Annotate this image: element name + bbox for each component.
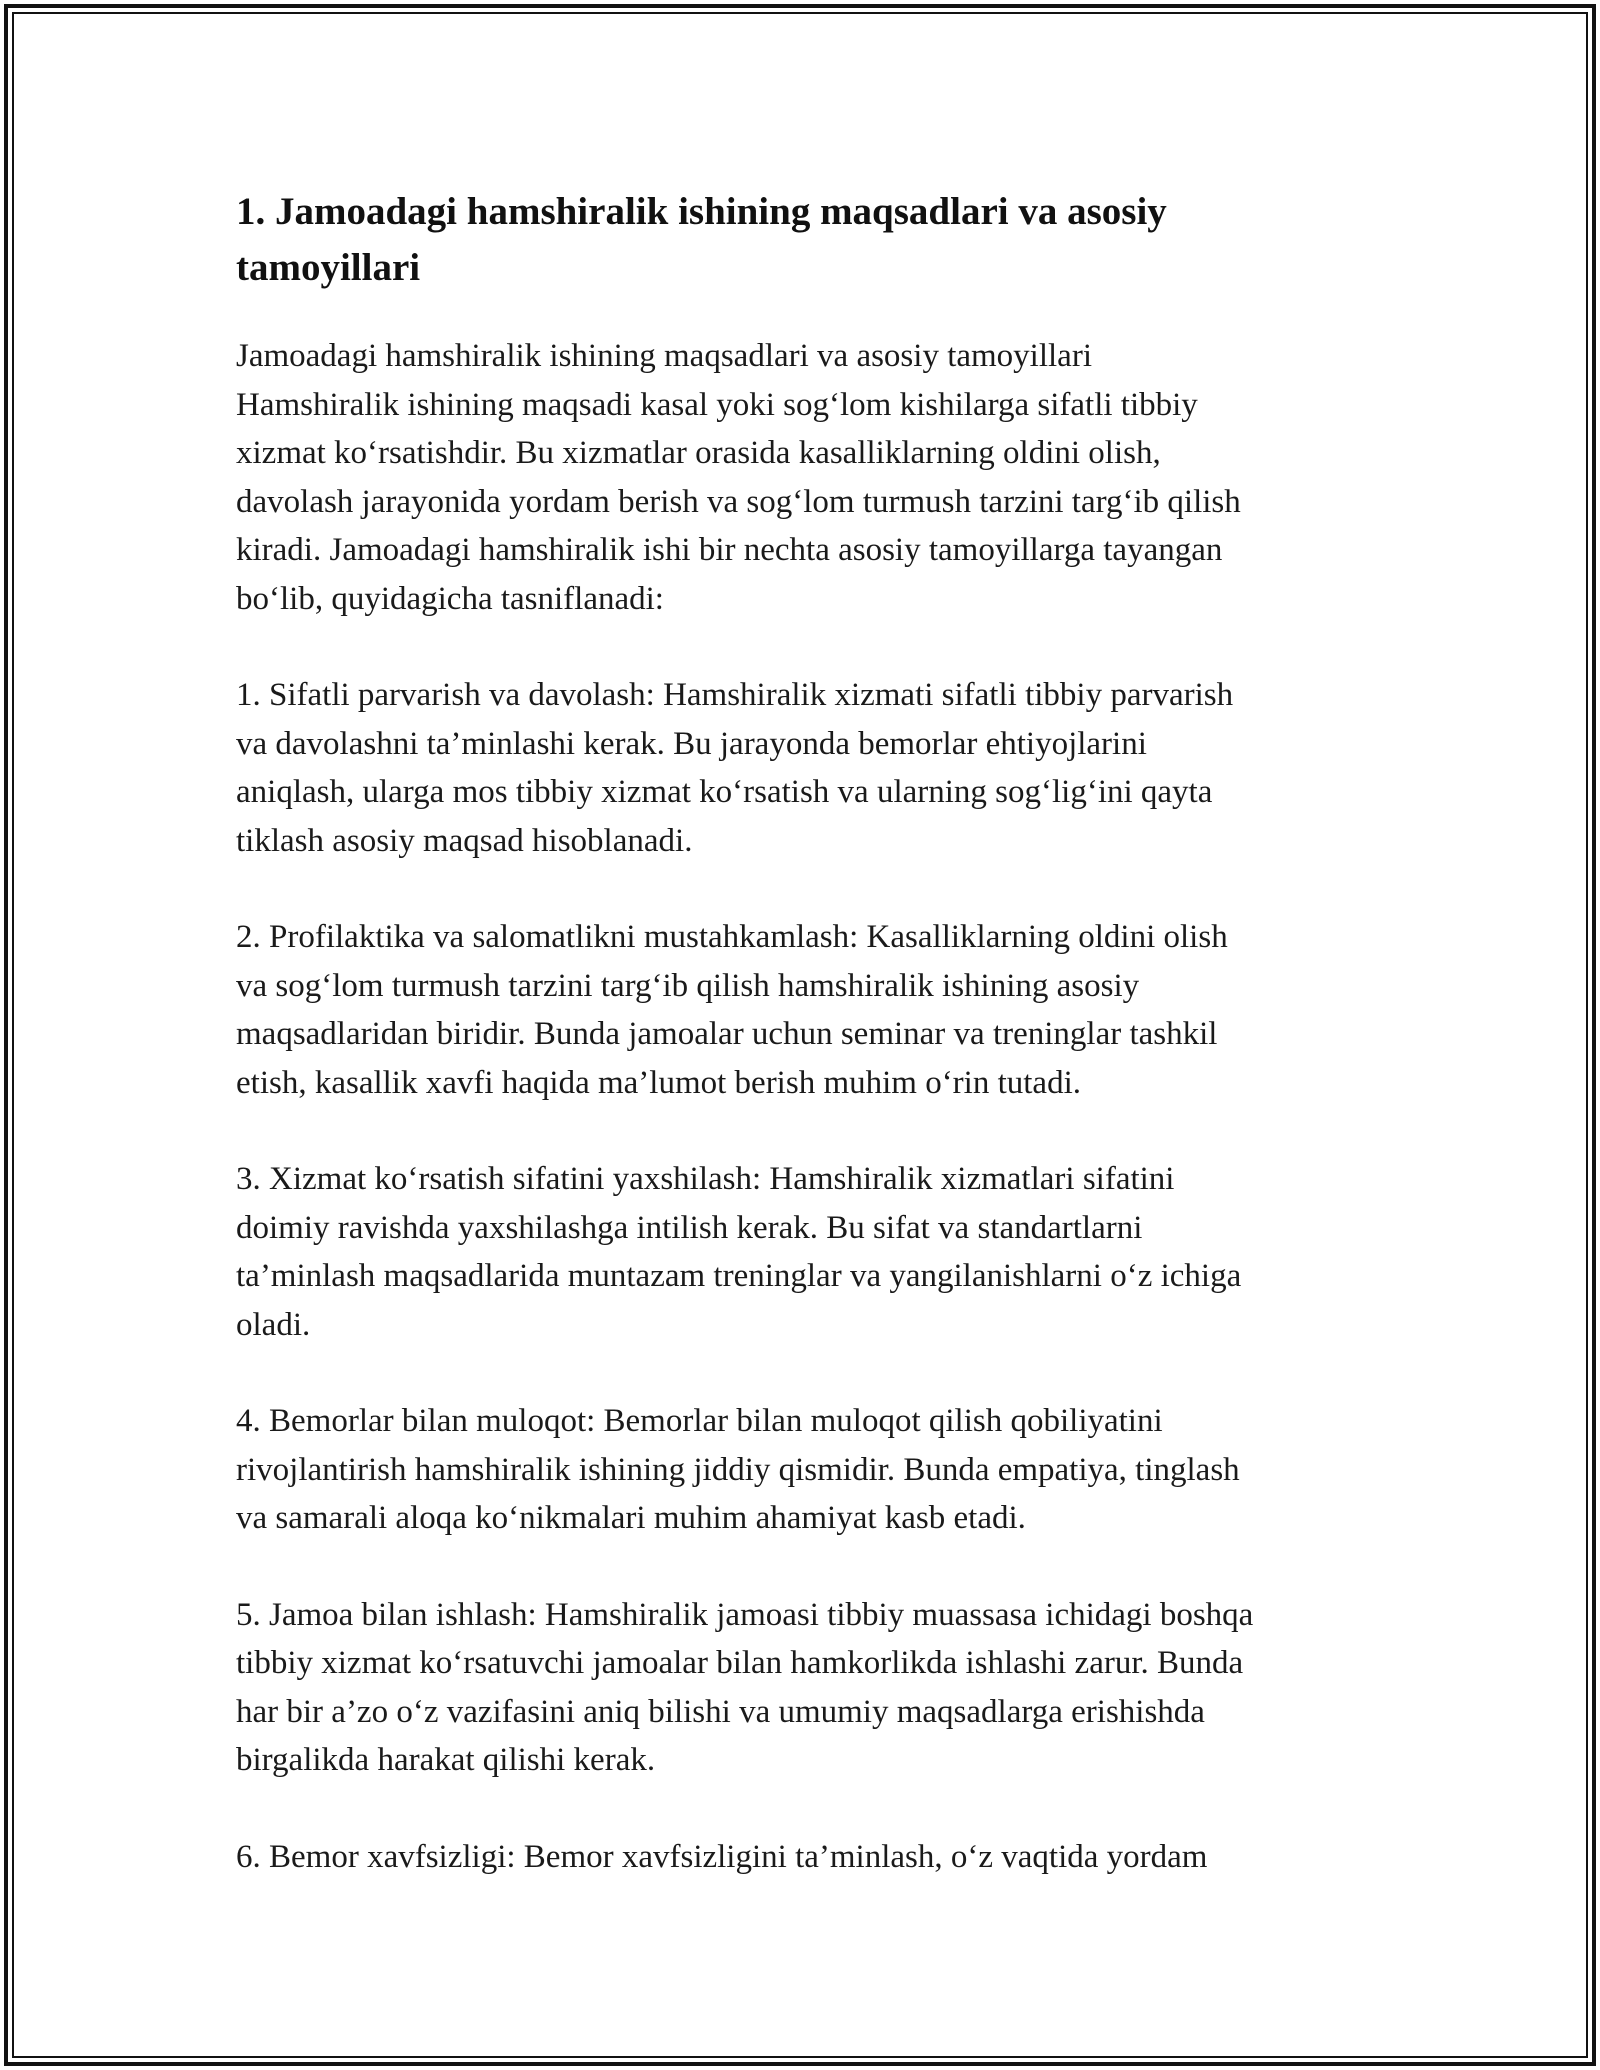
principle-3-paragraph — [236, 1155, 1376, 1349]
text-line: 2. Profilaktika va salomatlikni mustahkamlash: Kasalliklarning oldini olish — [236, 919, 1228, 955]
section-heading — [236, 184, 1376, 296]
principle-1-paragraph — [236, 671, 1376, 865]
text-line: va sog‘lom turmush tarzini targ‘ib qilish hamshiralik ishining asosiy — [236, 967, 1140, 1004]
principle-4-paragraph — [236, 1397, 1376, 1543]
text-line: tiklash asosiy maqsad hisoblanadi. — [236, 822, 693, 859]
text-line: bo‘lib, quyidagicha tasniflanadi: — [236, 580, 664, 617]
text-line: 5. Jamoa bilan ishlash: Hamshiralik jamoasi tibbiy muassasa ichidagi boshqa — [236, 1596, 1254, 1633]
text-line: va samarali aloqa ko‘nikmalari muhim ahamiyat kasb etadi. — [236, 1500, 1026, 1536]
principle-5-paragraph — [236, 1591, 1376, 1785]
text-line: har bir a’zo o‘z vazifasini aniq bilishi va umumiy maqsadlarga erishishda — [236, 1693, 1205, 1730]
text-line: oladi. — [236, 1306, 311, 1343]
text-line: 1. Sifatli parvarish va davolash: Hamshiralik xizmati sifatli tibbiy parvarish — [236, 677, 1234, 713]
text-line: kiradi. Jamoadagi hamshiralik ishi bir nechta asosiy tamoyillarga tayangan — [236, 532, 1223, 568]
text-line: doimiy ravishda yaxshilashga intilish kerak. Bu sifat va standartlarni — [236, 1209, 1143, 1246]
text-line: 4. Bemorlar bilan muloqot: Bemorlar bilan muloqot qilish qobiliyatini — [236, 1403, 1163, 1439]
text-line: 3. Xizmat ko‘rsatish sifatini yaxshilash: Hamshiralik xizmatlari sifatini — [236, 1161, 1175, 1197]
text-line: rivojlantirish hamshiralik ishining jiddiy qismidir. Bunda empatiya, tinglash — [236, 1451, 1240, 1488]
text-line: Jamoadagi hamshiralik ishining maqsadlari va asosiy tamoyillari — [236, 338, 1092, 374]
document-body — [236, 184, 1376, 1929]
text-line: ta’minlash maqsadlarida muntazam treninglar va yangilanishlarni o‘z ichiga — [236, 1258, 1242, 1294]
text-line: tibbiy xizmat ko‘rsatuvchi jamoalar bilan hamkorlikda ishlashi zarur. Bunda — [236, 1645, 1244, 1681]
intro-paragraph — [236, 332, 1376, 623]
text-line: birgalikda harakat qilishi kerak. — [236, 1742, 656, 1778]
text-line: etish, kasallik xavfi haqida ma’lumot berish muhim o‘rin tutadi. — [236, 1064, 1081, 1101]
text-line: 6. Bemor xavfsizligi: Bemor xavfsizligini ta’minlash, o‘z vaqtida yordam — [236, 1838, 1208, 1875]
heading-line: tamoyillari — [236, 246, 421, 289]
text-line: aniqlash, ularga mos tibbiy xizmat ko‘rsatish va ularning sog‘lig‘ini qayta — [236, 774, 1213, 810]
principle-2-paragraph — [236, 913, 1376, 1107]
principle-6-paragraph — [236, 1833, 1376, 1882]
text-line: maqsadlaridan biridir. Bunda jamoalar uchun seminar va treninglar tashkil — [236, 1016, 1218, 1052]
text-line: xizmat ko‘rsatishdir. Bu xizmatlar orasida kasalliklarning oldini olish, — [236, 435, 1161, 471]
text-line: va davolashni ta’minlashi kerak. Bu jarayonda bemorlar ehtiyojlarini — [236, 725, 1147, 762]
heading-line: 1. Jamoadagi hamshiralik ishining maqsadlari va asosiy — [236, 190, 1167, 233]
text-line: davolash jarayonida yordam berish va sog‘lom turmush tarzini targ‘ib qilish — [236, 483, 1241, 520]
text-line: Hamshiralik ishining maqsadi kasal yoki sog‘lom kishilarga sifatli tibbiy — [236, 386, 1198, 423]
